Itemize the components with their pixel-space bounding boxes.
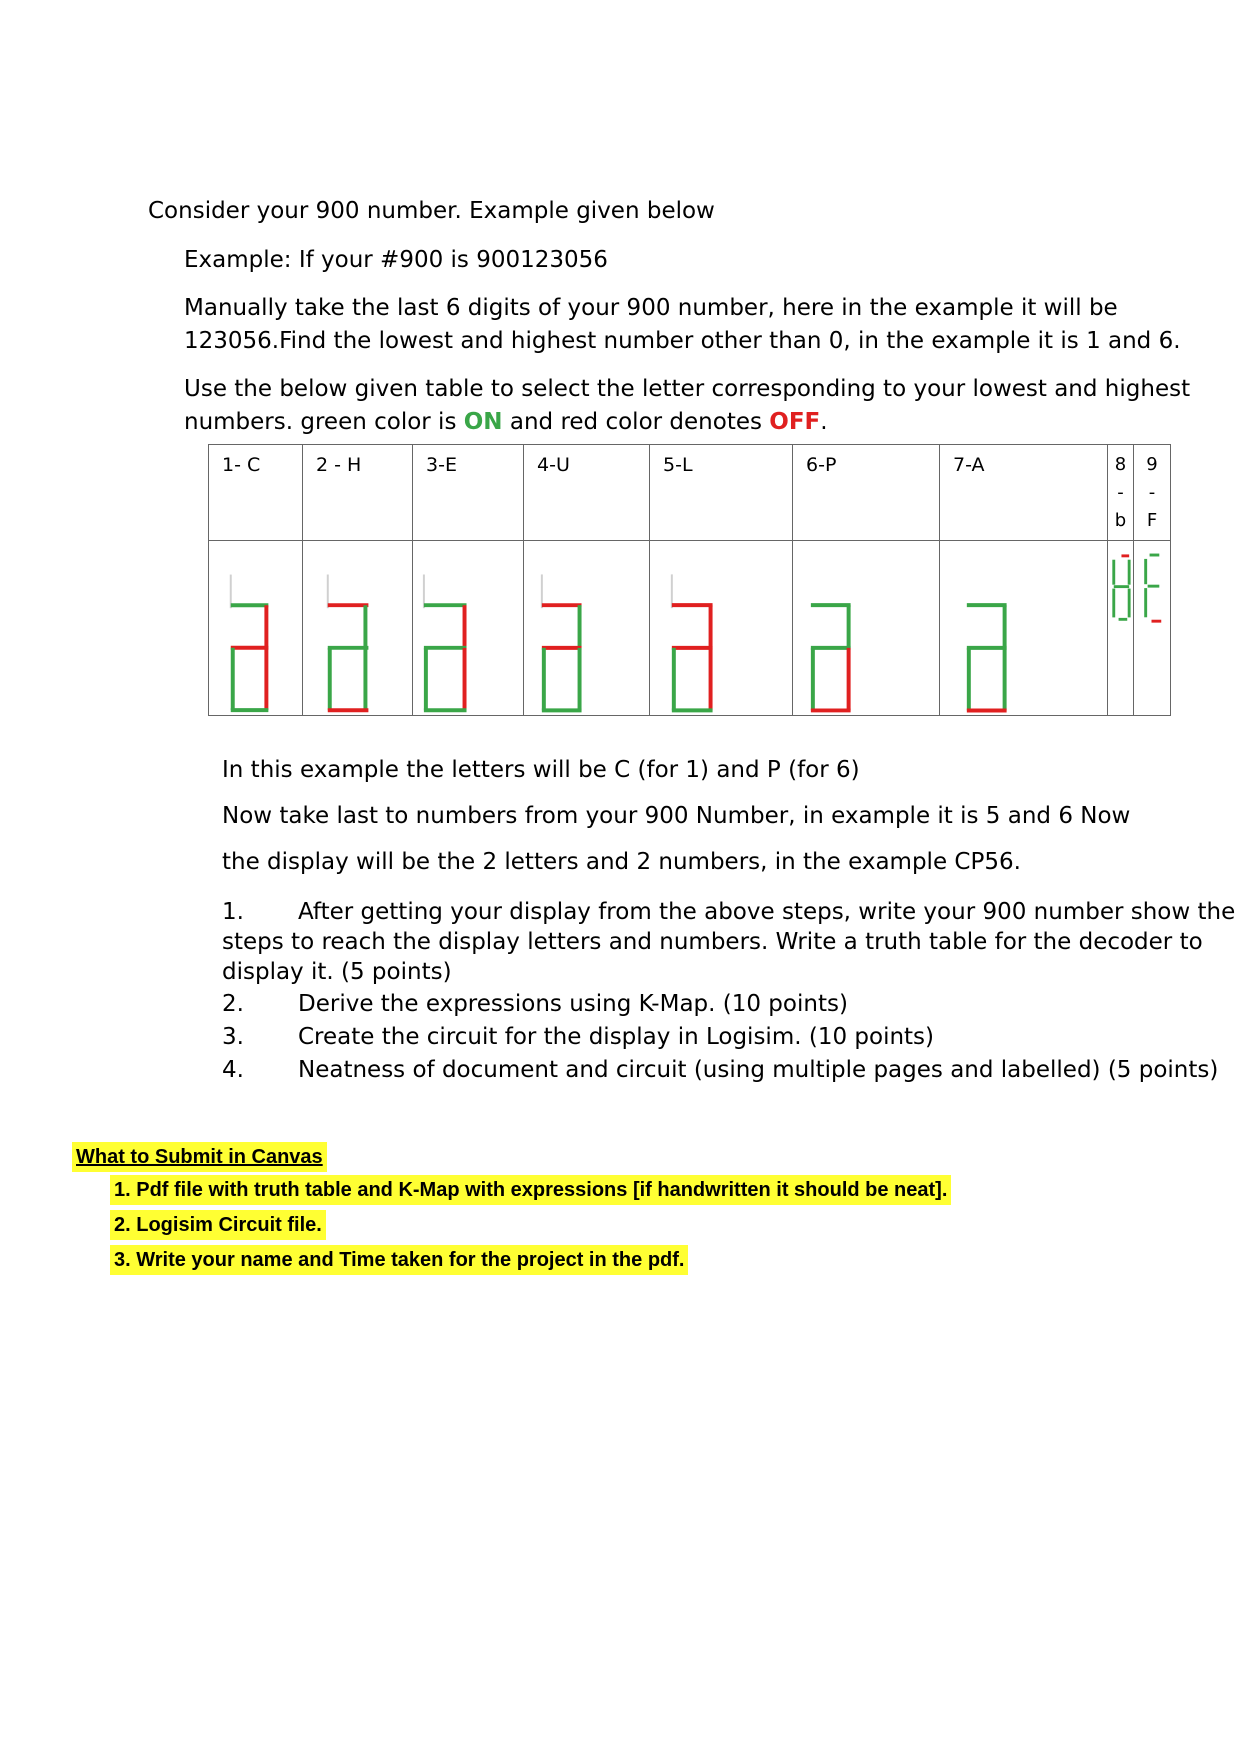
intro-line-4b-post: . (820, 409, 828, 435)
seven-segment-b (1108, 541, 1133, 714)
task-number: 2. (222, 991, 244, 1017)
display-cell-e (413, 541, 524, 716)
header-label: 1- C (222, 454, 261, 476)
task-number: 1. (222, 899, 244, 925)
header-cell-9 (1134, 445, 1171, 541)
header-label: 4-U (537, 454, 570, 476)
header-label: 2 - H (316, 454, 362, 476)
example-letters: In this example the letters will be C (for 1) and P (for 6) (222, 757, 860, 783)
header-cell (209, 445, 303, 541)
header-cell (940, 445, 1108, 541)
header-cell (650, 445, 793, 541)
task-4: Neatness of document and circuit (using multiple pages and labelled) (5 points) (298, 1057, 1219, 1083)
display-cell-l (650, 541, 793, 716)
on-label: ON (463, 409, 503, 435)
submit-heading-text: What to Submit in Canvas (76, 1146, 323, 1168)
seven-segment-a (940, 541, 1107, 714)
submit-heading (72, 1142, 327, 1172)
header-9-digit: 9 (1146, 454, 1158, 475)
header-8-letter: b (1114, 510, 1127, 531)
example-display: the display will be the 2 letters and 2 numbers, in the example CP56. (222, 849, 1021, 875)
display-cell-b (1108, 541, 1134, 716)
task-1-line-3: display it. (5 points) (222, 959, 452, 985)
task-2: Derive the expressions using K-Map. (10 points) (298, 991, 848, 1017)
off-label: OFF (769, 409, 821, 435)
segment-table (208, 444, 1171, 716)
seven-segment-p (793, 541, 939, 714)
example-numbers: Now take last to numbers from your 900 Number, in example it is 5 and 6 Now (222, 803, 1131, 829)
seven-segment-l (650, 541, 792, 714)
display-cell-p (793, 541, 940, 716)
submit-item-1: 1. Pdf file with truth table and K-Map with expressions [if handwritten it should be neat]. (110, 1175, 951, 1205)
header-9-dash: - (1148, 482, 1156, 503)
header-cell-8 (1108, 445, 1134, 541)
submit-item-3: 3. Write your name and Time taken for the project in the pdf. (110, 1245, 688, 1275)
intro-line-3a: Manually take the last 6 digits of your 900 number, here in the example it will be (184, 295, 1118, 321)
header-9-letter: F (1146, 510, 1158, 531)
intro-line-4a: Use the below given table to select the letter corresponding to your lowest and highest (184, 376, 1191, 402)
display-cell-h (303, 541, 413, 716)
header-cell (303, 445, 413, 541)
seven-segment-e (413, 541, 523, 714)
intro-line-1: Consider your 900 number. Example given below (148, 198, 715, 224)
display-cell-c (209, 541, 303, 716)
header-cell (793, 445, 940, 541)
submit-item-2: 2. Logisim Circuit file. (110, 1210, 326, 1240)
display-cell-f (1134, 541, 1171, 716)
seven-segment-h (303, 541, 412, 714)
task-1-line-1: After getting your display from the above steps, write your 900 number show the (298, 899, 1236, 925)
task-number: 4. (222, 1057, 244, 1083)
table-display-row (209, 541, 1171, 716)
intro-line-4b-mid: and red color denotes (502, 409, 770, 435)
header-8-dash: - (1117, 482, 1124, 503)
task-1-line-2: steps to reach the display letters and numbers. Write a truth table for the decoder to (222, 929, 1203, 955)
header-cell (524, 445, 650, 541)
task-number: 3. (222, 1024, 244, 1050)
display-cell-u (524, 541, 650, 716)
intro-example: Example: If your #900 is 900123056 (184, 247, 608, 273)
intro-line-4b (184, 406, 828, 439)
header-8-digit: 8 (1114, 454, 1127, 475)
task-3: Create the circuit for the display in Logisim. (10 points) (298, 1024, 935, 1050)
intro-line-3b: 123056.Find the lowest and highest number other than 0, in the example it is 1 and 6. (184, 328, 1181, 354)
seven-segment-f (1134, 541, 1170, 714)
header-label: 6-P (806, 454, 837, 476)
header-label: 5-L (663, 454, 693, 476)
intro-line-4b-pre: numbers. green color is (184, 409, 464, 435)
header-label: 7-A (953, 454, 985, 476)
seven-segment-c (209, 541, 302, 714)
display-cell-a (940, 541, 1108, 716)
seven-segment-u (524, 541, 649, 714)
table-header-row (209, 445, 1171, 541)
header-cell (413, 445, 524, 541)
header-label: 3-E (426, 454, 457, 476)
